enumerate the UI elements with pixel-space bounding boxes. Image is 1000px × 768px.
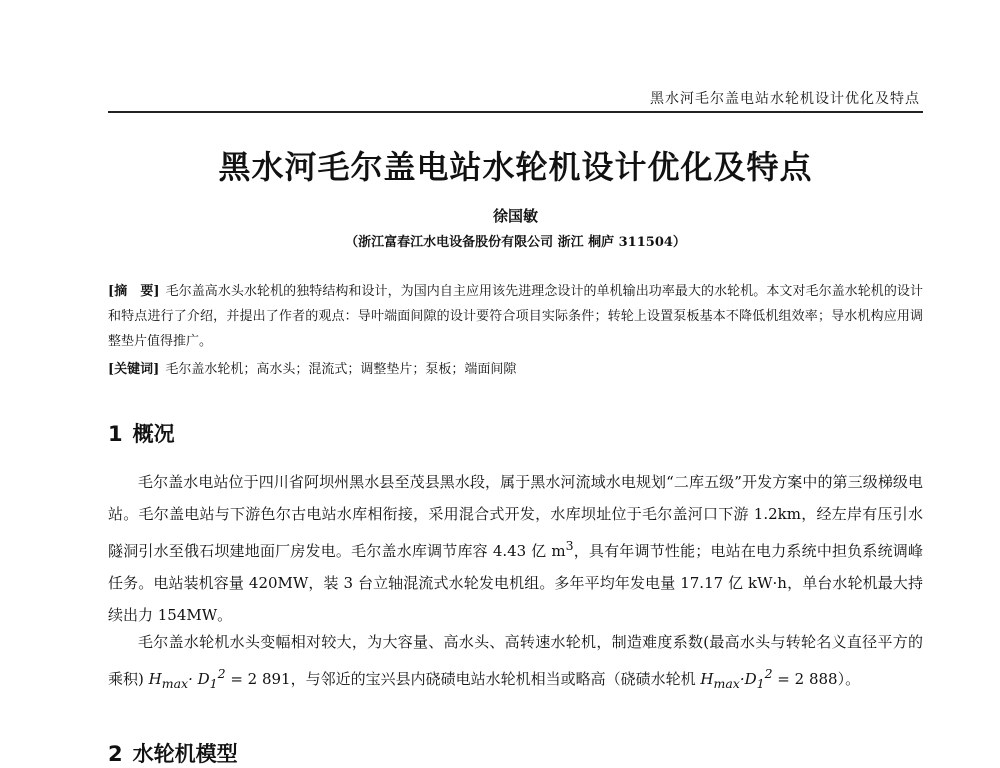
abstract-label: [摘 要] [108, 284, 160, 299]
running-header: 黑水河毛尔盖电站水轮机设计优化及特点 [650, 91, 920, 107]
section-heading-2 [108, 738, 923, 768]
paragraph-text: ，具有年调节性能；电站在电力系统中担负系统调峰任务。电站装机容量 420MW，装 3 台立轴混流式水轮发电机组。多年平均年发电量 17.17 亿 kW·h，单台水轮机最大持续出力 154MW。 [108, 542, 923, 624]
section-title: 概况 [132, 422, 175, 446]
section-title: 水轮机模型 [132, 742, 238, 766]
paragraph-text: 毛尔盖水轮机水头变幅相对较大，为大容量、高水头、高转速水轮机，制造难度系数(最高水头与转轮名义直径平方的乘积) [108, 633, 923, 688]
superscript: 3 [565, 538, 574, 553]
section-number: 1 [108, 422, 123, 446]
paragraph-1 [108, 466, 923, 631]
keywords [108, 357, 923, 382]
section-heading-1 [108, 418, 923, 448]
paragraph-2 [108, 626, 923, 700]
paragraph-text: = 2 891，与邻近的宝兴县内硗碛电站水轮机相当或略高（硗碛水轮机 [225, 670, 701, 688]
abstract-text: 毛尔盖高水头水轮机的独特结构和设计，为国内自主应用该先进理念设计的单机输出功率最大的水轮机。本文对毛尔盖水轮机的设计和特点进行了介绍，并提出了作者的观点：导叶端面间隙的设计要符合项目实际条件；转轮上设置泵板基本不降低机组效率；导水机构应用调整垫片值得推广。 [108, 284, 923, 349]
keywords-label: [关键词] [108, 362, 160, 377]
affiliation: （浙江富春江水电设备股份有限公司 浙江 桐庐 311504） [345, 235, 686, 250]
formula: $H_{max}\cdot D_1^2$ [700, 666, 773, 691]
keywords-text: 毛尔盖水轮机；高水头；混流式；调整垫片；泵板；端面间隙 [165, 362, 517, 377]
paper-title: 黑水河毛尔盖电站水轮机设计优化及特点 [218, 148, 813, 186]
author: 徐国敏 [492, 207, 538, 225]
paragraph-text: 毛尔盖水电站位于四川省阿坝州黑水县至茂县黑水段，属于黑水河流域水电规划“二库五级”开发方案中的第三级梯级电站。毛尔盖电站与下游色尔古电站水库相衔接，采用混合式开发，水库坝址位于毛尔盖河口下游 1.2km，经左岸有压引水隧洞引水至俄石坝建地面厂房发电。毛尔盖水库调节库容 4.43 亿 m [108, 473, 923, 560]
paragraph-text: = 2 888）。 [772, 670, 861, 688]
formula: $H_{max}\cdot D_1^2$ [148, 666, 226, 691]
header-rule [108, 111, 923, 113]
abstract [108, 279, 923, 354]
section-number: 2 [108, 742, 123, 766]
